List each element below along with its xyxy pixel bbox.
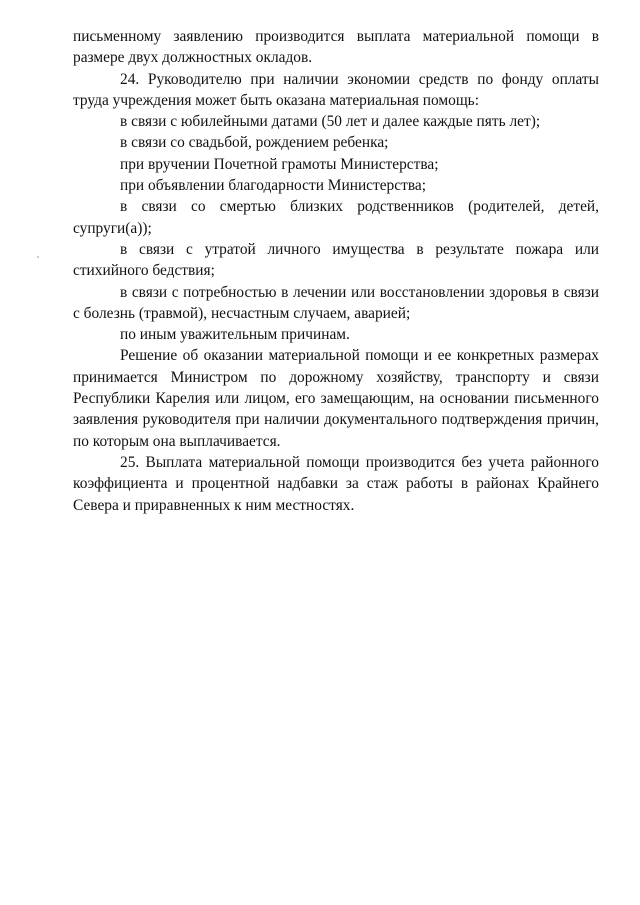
paragraph-item-25: 25. Выплата материальной помощи производится без учета районного коэффициента и процентной надбавки за стаж работы в районах Крайнего Севера и приравненных к ним местностях.	[73, 453, 599, 514]
document-body	[73, 26, 599, 516]
list-item-certificate: при вручении Почетной грамоты Министерства;	[120, 155, 439, 173]
list-item-gratitude: при объявлении благодарности Министерства;	[120, 177, 426, 195]
paragraph-continuation: письменному заявлению производится выплата материальной помощи в размере двух должностных окладов.	[73, 28, 599, 67]
list-item-jubilee: в связи с юбилейными датами (50 лет и далее каждые пять лет);	[120, 113, 541, 131]
list-item-wedding: в связи со свадьбой, рождением ребенка;	[120, 134, 389, 152]
list-item-treatment: в связи с потребностью в лечении или восстановлении здоровья в связи с болезнь (травмой), несчастным случаем, аварией;	[73, 283, 599, 322]
list-item-property-loss: в связи с утратой личного имущества в результате пожара или стихийного бедствия;	[73, 240, 599, 280]
list-item-other-reasons: по иным уважительным причинам.	[120, 326, 350, 344]
paragraph-item-24: 24. Руководителю при наличии экономии средств по фонду оплаты труда учреждения может быть оказана материальная помощь:	[73, 70, 599, 109]
scan-speck	[37, 256, 39, 258]
list-item-death-relatives: в связи со смертью близких родственников (родителей, детей, супруги(а));	[73, 198, 599, 237]
paragraph-decision: Решение об оказании материальной помощи и ее конкретных размерах принимается Министром по дорожному хозяйству, транспорту и связи Республики Карелия или лицом, его замещающим, на основании письменного заявления руководителя при наличии документального подтверждения причин, по которым она выплачивается.	[73, 347, 599, 450]
